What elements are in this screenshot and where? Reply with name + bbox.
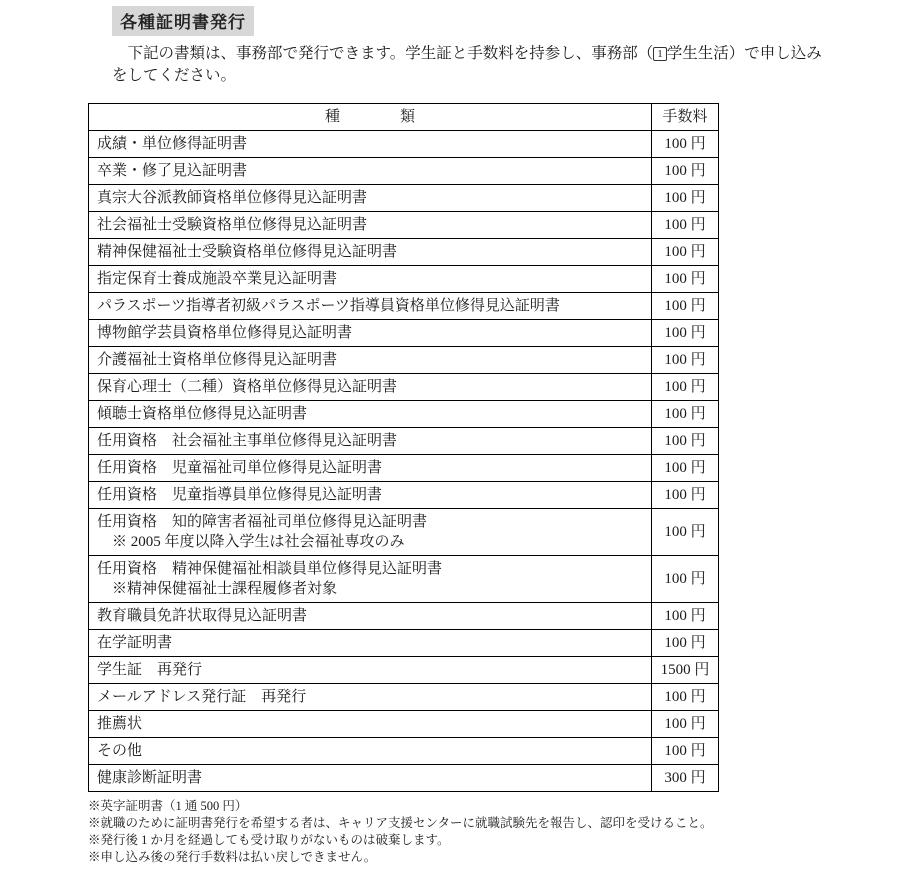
certificate-fee-cell: 100 円 xyxy=(652,401,719,428)
certificate-type-cell xyxy=(89,347,652,374)
table-row xyxy=(89,482,719,509)
table-row xyxy=(89,239,719,266)
certificate-fee-cell: 100 円 xyxy=(652,266,719,293)
certificate-type-text: 真宗大谷派教師資格単位修得見込証明書 xyxy=(97,190,368,206)
certificate-type-cell xyxy=(89,428,652,455)
certificate-fee-table xyxy=(88,103,719,792)
certificate-fee-cell: 100 円 xyxy=(652,320,719,347)
certificate-type-cell xyxy=(89,684,652,711)
table-row xyxy=(89,347,719,374)
certificate-fee-cell: 100 円 xyxy=(652,455,719,482)
certificate-type-cell xyxy=(89,603,652,630)
table-row xyxy=(89,293,719,320)
certificate-type-text: 博物館学芸員資格単位修得見込証明書 xyxy=(97,325,353,341)
table-row xyxy=(89,455,719,482)
table-row xyxy=(89,684,719,711)
certificate-type-cell xyxy=(89,556,652,603)
certificate-fee-cell: 100 円 xyxy=(652,158,719,185)
table-row xyxy=(89,212,719,239)
footnote-line: ※申し込み後の発行手数料は払い戻しできません。 xyxy=(88,850,377,864)
certificate-type-cell xyxy=(89,158,652,185)
certificate-type-text: パラスポーツ指導者初級パラスポーツ指導員資格単位修得見込証明書 xyxy=(97,298,560,314)
table-row xyxy=(89,320,719,347)
intro-paragraph xyxy=(112,43,830,87)
certificate-type-text: 在学証明書 xyxy=(97,635,173,651)
certificate-type-cell xyxy=(89,765,652,792)
table-row xyxy=(89,428,719,455)
certificate-type-cell xyxy=(89,482,652,509)
table-row xyxy=(89,131,719,158)
certificate-type-text: 保育心理士（二種）資格単位修得見込証明書 xyxy=(97,379,398,395)
table-row xyxy=(89,711,719,738)
certificate-type-text: 卒業・修了見込証明書 xyxy=(97,163,248,179)
table-header-type: 種 類 xyxy=(89,104,652,131)
certificate-type-text: 任用資格 知的障害者福祉司単位修得見込証明書 xyxy=(97,514,428,530)
certificate-fee-cell: 100 円 xyxy=(652,131,719,158)
certificate-note-text: ※精神保健福祉士課程履修者対象 xyxy=(112,581,338,597)
certificate-fee-cell: 100 円 xyxy=(652,239,719,266)
table-row xyxy=(89,657,719,684)
footnote-line: ※発行後 1 か月を経過しても受け取りがないものは破棄します。 xyxy=(88,833,450,847)
table-row xyxy=(89,374,719,401)
certificate-type-text: 精神保健福祉士受験資格単位修得見込証明書 xyxy=(97,244,398,260)
certificate-type-text: 任用資格 精神保健福祉相談員単位修得見込証明書 xyxy=(97,561,443,577)
certificate-type-cell xyxy=(89,374,652,401)
certificate-fee-cell: 100 円 xyxy=(652,556,719,603)
certificate-type-text: 学生証 再発行 xyxy=(97,662,203,678)
certificate-fee-cell: 100 円 xyxy=(652,603,719,630)
certificate-type-cell xyxy=(89,293,652,320)
certificate-type-text: 社会福祉士受験資格単位修得見込証明書 xyxy=(97,217,368,233)
table-row xyxy=(89,630,719,657)
certificate-fee-cell: 100 円 xyxy=(652,509,719,556)
table-row xyxy=(89,401,719,428)
certificate-type-text: その他 xyxy=(97,743,143,759)
table-header-row xyxy=(89,104,719,131)
certificate-type-cell xyxy=(89,320,652,347)
footnote-line: ※就職のために証明書発行を希望する者は、キャリア支援センターに就職試験先を報告し、認印を受けること。 xyxy=(88,816,713,830)
table-row xyxy=(89,266,719,293)
certificate-fee-cell: 100 円 xyxy=(652,374,719,401)
certificate-type-text: メールアドレス発行証 再発行 xyxy=(97,689,307,705)
intro-text-after: 学生生活）で申し込みをしてください。 xyxy=(112,45,822,84)
certificate-fee-cell: 100 円 xyxy=(652,185,719,212)
certificate-type-text: 任用資格 社会福祉主事単位修得見込証明書 xyxy=(97,433,398,449)
certificate-type-text: 任用資格 児童福祉司単位修得見込証明書 xyxy=(97,460,383,476)
footnote-line: ※英字証明書（1 通 500 円） xyxy=(88,799,248,813)
certificate-type-cell xyxy=(89,630,652,657)
certificate-fee-cell: 300 円 xyxy=(652,765,719,792)
certificate-type-cell xyxy=(89,131,652,158)
certificate-fee-cell: 100 円 xyxy=(652,711,719,738)
page-title: 各種証明書発行 xyxy=(112,6,254,36)
certificate-type-cell xyxy=(89,212,652,239)
certificate-type-cell xyxy=(89,509,652,556)
table-row xyxy=(89,603,719,630)
certificate-fee-cell: 100 円 xyxy=(652,347,719,374)
certificate-type-cell xyxy=(89,657,652,684)
certificate-fee-cell: 100 円 xyxy=(652,482,719,509)
table-row xyxy=(89,185,719,212)
table-row xyxy=(89,765,719,792)
certificate-table-body xyxy=(89,131,719,792)
certificate-fee-cell: 100 円 xyxy=(652,630,719,657)
certificate-note-text: ※ 2005 年度以降入学生は社会福祉専攻のみ xyxy=(112,534,405,550)
certificate-type-text: 成績・単位修得証明書 xyxy=(97,136,248,152)
certificate-type-text: 健康診断証明書 xyxy=(97,770,203,786)
certificate-fee-cell: 100 円 xyxy=(652,212,719,239)
table-row xyxy=(89,158,719,185)
certificate-fee-cell: 1500 円 xyxy=(652,657,719,684)
certificate-type-cell xyxy=(89,185,652,212)
certificate-fee-cell: 100 円 xyxy=(652,428,719,455)
table-row xyxy=(89,556,719,603)
certificate-type-cell xyxy=(89,738,652,765)
intro-text-before: 下記の書類は、事務部で発行できます。学生証と手数料を持参し、事務部（ xyxy=(127,45,654,62)
certificate-type-text: 任用資格 児童指導員単位修得見込証明書 xyxy=(97,487,383,503)
certificate-fee-cell: 100 円 xyxy=(652,293,719,320)
certificate-type-text: 教育職員免許状取得見込証明書 xyxy=(97,608,308,624)
certificate-type-text: 傾聴士資格単位修得見込証明書 xyxy=(97,406,308,422)
certificate-fee-cell: 100 円 xyxy=(652,684,719,711)
certificate-fee-cell: 100 円 xyxy=(652,738,719,765)
certificate-type-cell xyxy=(89,455,652,482)
boxed-one-icon: 1 xyxy=(653,47,667,61)
table-header-fee: 手数料 xyxy=(652,104,719,131)
certificate-type-cell xyxy=(89,239,652,266)
footnotes-list xyxy=(88,798,900,866)
certificate-type-text: 指定保育士養成施設卒業見込証明書 xyxy=(97,271,338,287)
certificate-type-cell xyxy=(89,711,652,738)
certificate-type-text: 介護福祉士資格単位修得見込証明書 xyxy=(97,352,338,368)
certificate-type-text: 推薦状 xyxy=(97,716,143,732)
table-row xyxy=(89,509,719,556)
certificate-type-cell xyxy=(89,401,652,428)
certificate-type-cell xyxy=(89,266,652,293)
table-row xyxy=(89,738,719,765)
